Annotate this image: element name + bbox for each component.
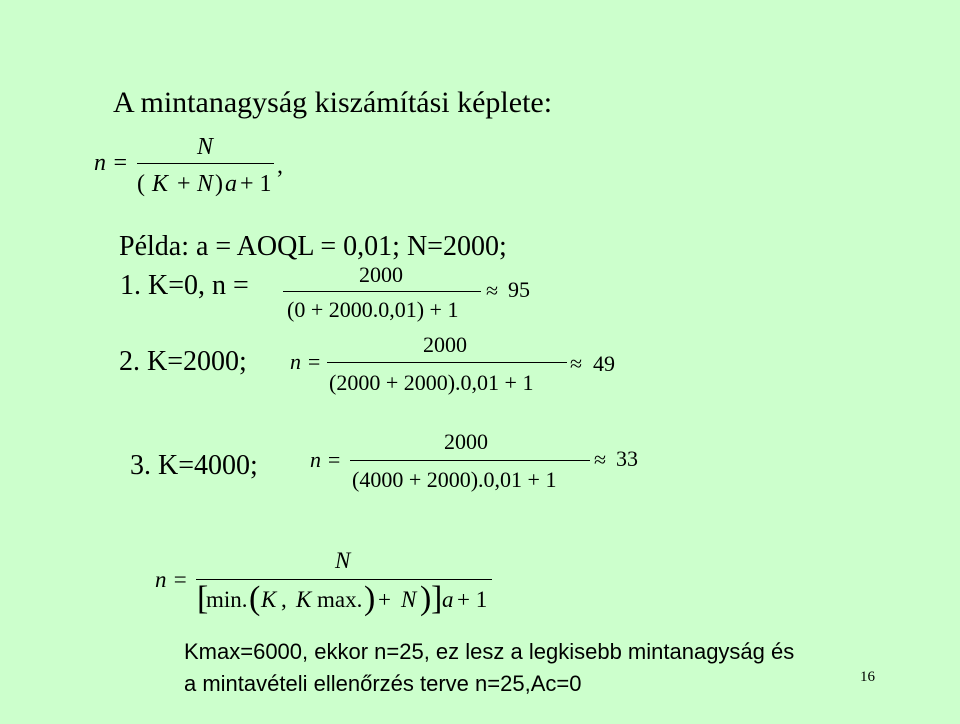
formula-main-den-a: a	[225, 171, 237, 197]
formula-main-fraction-bar	[137, 163, 274, 164]
formula-general-k2: K	[296, 587, 312, 612]
formula-main-numerator: N	[197, 134, 214, 160]
case1-label: 1. K=0, n =	[120, 270, 249, 301]
formula-main-trailing-comma: ,	[277, 153, 283, 179]
formula-general-plus1: + 1	[457, 587, 488, 612]
page-number: 16	[860, 669, 875, 685]
formula-general-comma: ,	[281, 587, 287, 612]
case3-denominator: (4000 + 2000).0,01 + 1	[352, 467, 557, 492]
formula-general-left-paren: (	[249, 580, 261, 617]
case3-label: 3. K=4000;	[130, 450, 258, 481]
case3-approx-symbol: ≈	[594, 447, 607, 472]
example-intro: Példa: a = AOQL = 0,01; N=2000;	[119, 231, 507, 262]
conclusion-line-1: Kmax=6000, ekkor n=25, ez lesz a legkisebb mintanagyság és	[184, 639, 795, 664]
formula-general-plus: +	[378, 587, 391, 612]
case2-numerator: 2000	[423, 332, 467, 357]
formula-general-max: max.	[317, 587, 363, 612]
case2-result: 49	[593, 351, 615, 376]
case1-approx-symbol: ≈	[486, 278, 499, 303]
formula-main-lhs: n =	[94, 150, 129, 176]
formula-main-den-n: N	[197, 171, 214, 197]
formula-main-den-open: (	[137, 171, 145, 197]
case2-fraction-bar	[327, 362, 567, 363]
formula-general-a: a	[442, 587, 454, 612]
case3-fraction-bar	[350, 460, 590, 461]
case3-lhs: n =	[310, 447, 342, 472]
case2-label: 2. K=2000;	[119, 346, 247, 377]
formula-general-lhs: n =	[155, 567, 188, 592]
case2-approx-symbol: ≈	[570, 351, 583, 376]
case1-fraction-bar	[283, 291, 481, 292]
formula-general-min: min.	[206, 587, 248, 612]
formula-general-right-paren: )	[364, 580, 376, 617]
case2-denominator: (2000 + 2000).0,01 + 1	[329, 370, 534, 395]
case1-denominator: (0 + 2000.0,01) + 1	[287, 297, 459, 322]
formula-general-fraction-bar	[196, 579, 492, 580]
formula-main-den-plus1: + 1	[240, 171, 272, 197]
case1-result: 95	[508, 277, 530, 302]
formula-general-numerator: N	[335, 548, 351, 573]
case3-numerator: 2000	[444, 429, 488, 454]
case2-lhs: n =	[290, 349, 322, 374]
formula-general-right-bracket: ]	[431, 580, 443, 617]
conclusion-line-2: a mintavételi ellenőrzés terve n=25,Ac=0	[184, 671, 582, 696]
slide-heading: A mintanagyság kiszámítási képlete:	[113, 86, 553, 119]
formula-main-den-k: K	[152, 171, 169, 197]
formula-general-k1: K	[261, 587, 277, 612]
formula-general-left-bracket: [	[197, 580, 209, 617]
formula-main-den-plus: +	[177, 171, 191, 197]
case3-result: 33	[616, 446, 638, 471]
formula-main-den-close: )	[215, 171, 223, 197]
case1-numerator: 2000	[359, 262, 403, 287]
formula-general-n: N	[401, 587, 417, 612]
formula-general-close-paren: )	[420, 580, 432, 617]
